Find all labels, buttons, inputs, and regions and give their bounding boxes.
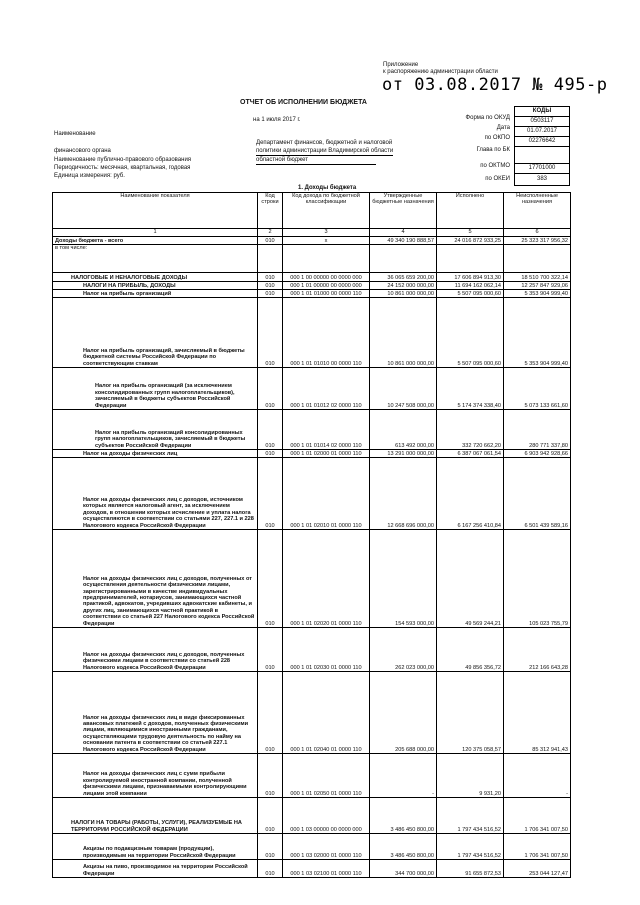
row-name: НАЛОГИ НА ПРИБЫЛЬ, ДОХОДЫ: [53, 282, 258, 290]
row-executed: 1 797 434 516,52: [437, 798, 504, 834]
row-unexecuted: -: [504, 754, 571, 798]
row-executed: 5 507 095 000,60: [437, 298, 504, 368]
row-line: 010: [258, 450, 283, 458]
row-name: Налог на доходы физических лиц с доходов, источником которых является налоговый агент, за исключением доходов, в отношении которых исчисление и уплата налога осуществляются в соответствии со статьями 227, 227.1 и 228 Налогового кодекса Российской Федерации: [53, 458, 258, 530]
row-name: Налог на прибыль организаций, зачисляемый в бюджеты бюджетной системы Российской Федерации по соответствующим ставкам: [53, 298, 258, 368]
row-name: Налог на прибыль организаций: [53, 290, 258, 298]
table-row: [53, 458, 571, 530]
row-name: НАЛОГИ НА ТОВАРЫ (РАБОТЫ, УСЛУГИ), РЕАЛИЗУЕМЫЕ НА ТЕРРИТОРИИ РОССИЙСКОЙ ФЕДЕРАЦИИ: [53, 798, 258, 834]
row-approved: 13 291 000 000,00: [370, 450, 437, 458]
row-name: Налог на доходы физических лиц: [53, 450, 258, 458]
row-code: 000 1 01 01012 02 0000 110: [283, 368, 370, 410]
bk-value: [515, 147, 569, 164]
row-code: 000 1 03 02100 01 0000 110: [283, 860, 370, 878]
row-line: 010: [258, 860, 283, 878]
row-executed: 24 016 872 933,25: [437, 237, 504, 245]
col-approved-header: Утвержденные бюджетные назначения: [370, 193, 437, 229]
row-code: 000 1 01 01010 00 0000 110: [283, 298, 370, 368]
row-unexecuted: 212 166 643,28: [504, 628, 571, 672]
appendix-note: [383, 62, 498, 76]
row-code: 000 1 01 02020 01 0000 110: [283, 530, 370, 628]
report-date: на 1 июля 2017 г.: [253, 117, 301, 123]
row-line: 010: [258, 410, 283, 450]
okpo-label: по ОКПО: [484, 135, 510, 141]
row-approved: 344 700 000,00: [370, 860, 437, 878]
row-line: 010: [258, 368, 283, 410]
row-unexecuted: 1 706 341 007,50: [504, 834, 571, 860]
row-code: x: [283, 237, 370, 245]
row-name: в том числе:: [53, 245, 258, 273]
section-title: 1. Доходы бюджета: [298, 185, 357, 191]
col-number-6: 6: [504, 229, 571, 237]
org-label-1: Наименование: [54, 131, 96, 137]
row-approved: 49 340 190 888,57: [370, 237, 437, 245]
row-executed: 120 375 058,57: [437, 672, 504, 754]
okud-value: 0503117: [515, 117, 569, 127]
row-unexecuted: 12 257 847 929,06: [504, 282, 571, 290]
row-line: 010: [258, 834, 283, 860]
row-name: Доходы бюджета - всего: [53, 237, 258, 245]
table-numbers-row: [53, 229, 571, 237]
revenue-table: [52, 192, 571, 878]
row-approved: 24 152 000 000,00: [370, 282, 437, 290]
row-code: 000 1 01 02050 01 0000 110: [283, 754, 370, 798]
order-number-stamp: от 03.08.2017 № 495-р: [382, 75, 608, 95]
date-label: Дата: [496, 125, 510, 131]
row-unexecuted: 105 023 755,79: [504, 530, 571, 628]
table-row: [53, 245, 571, 273]
col-executed-header: Исполнено: [437, 193, 504, 229]
row-line: 010: [258, 458, 283, 530]
row-name: Налог на доходы физических лиц в виде фиксированных авансовых платежей с доходов, полученных физическими лицами, являющимися иностранными гражданами, осуществляющими трудовую деятельность по найму на основании патента в соответствии со статьей 227.1 Налогового кодекса Российской Федерации: [53, 672, 258, 754]
row-executed: 17 606 894 913,30: [437, 273, 504, 282]
row-unexecuted: 5 353 904 999,40: [504, 290, 571, 298]
row-approved: 154 593 000,00: [370, 530, 437, 628]
col-number-5: 5: [437, 229, 504, 237]
row-code: 000 1 01 00000 00 0000 000: [283, 282, 370, 290]
row-name: Акцизы на пиво, производимое на территории Российской Федерации: [53, 860, 258, 878]
col-code-header: Код дохода по бюджетной классификации: [283, 193, 370, 229]
row-unexecuted: 85 312 941,43: [504, 672, 571, 754]
row-code: 000 1 01 02040 01 0000 110: [283, 672, 370, 754]
col-number-3: 3: [283, 229, 370, 237]
codes-box: [514, 106, 570, 186]
row-unexecuted: 25 323 317 956,32: [504, 237, 571, 245]
row-unexecuted: 18 510 700 322,14: [504, 273, 571, 282]
row-executed: 6 387 067 061,54: [437, 450, 504, 458]
row-code: 000 1 01 02010 01 0000 110: [283, 458, 370, 530]
okud-label: Форма по ОКУД: [465, 115, 510, 121]
row-executed: 5 507 095 000,60: [437, 290, 504, 298]
row-name: Налог на доходы физических лиц с доходов, полученных физическими лицами в соответствии со статьей 228 Налогового кодекса Российской Федерации: [53, 628, 258, 672]
org-value-2: политики администрации Владимирской области: [256, 148, 394, 154]
row-line: 010: [258, 237, 283, 245]
row-approved: [370, 245, 437, 273]
budget-value: областной бюджет: [256, 157, 376, 165]
row-line: 010: [258, 282, 283, 290]
okei-value: 383: [536, 176, 547, 182]
periodicity: Периодичность: месячная, квартальная, годовая: [54, 165, 191, 171]
table-header-row: [53, 193, 571, 229]
codes-header: КОДЫ: [515, 107, 569, 117]
row-approved: 262 023 000,00: [370, 628, 437, 672]
row-line: 010: [258, 298, 283, 368]
row-approved: 10 861 000 000,00: [370, 298, 437, 368]
bk-label: Глава по БК: [476, 147, 510, 153]
row-unexecuted: 253 044 127,47: [504, 860, 571, 878]
okei-label: по ОКЕИ: [485, 176, 510, 182]
row-executed: 5 174 374 338,40: [437, 368, 504, 410]
table-row: [53, 860, 571, 878]
oktmo-value: 17701000: [515, 164, 569, 174]
row-approved: 3 486 450 800,00: [370, 834, 437, 860]
org-label-2: финансового органа: [54, 148, 111, 154]
table-row: [53, 368, 571, 410]
table-row: [53, 628, 571, 672]
row-name: Налог на доходы физических лиц с сумм прибыли контролируемой иностранной компании, полученной физическими лицами, признаваемыми контролирующими лицами этой компании: [53, 754, 258, 798]
row-unexecuted: 5 353 904 999,40: [504, 298, 571, 368]
row-code: [283, 245, 370, 273]
row-approved: 12 668 696 000,00: [370, 458, 437, 530]
row-line: 010: [258, 672, 283, 754]
row-approved: 205 688 000,00: [370, 672, 437, 754]
row-approved: 613 492 000,00: [370, 410, 437, 450]
row-executed: 49 569 244,21: [437, 530, 504, 628]
row-line: 010: [258, 798, 283, 834]
table-row: [53, 410, 571, 450]
table-row: [53, 672, 571, 754]
row-line: 010: [258, 290, 283, 298]
row-unexecuted: 6 903 942 928,66: [504, 450, 571, 458]
row-executed: 6 167 256 410,84: [437, 458, 504, 530]
row-line: [258, 245, 283, 273]
row-line: 010: [258, 530, 283, 628]
row-approved: 10 861 000 000,00: [370, 290, 437, 298]
row-code: 000 1 01 02030 01 0000 110: [283, 628, 370, 672]
table-row: [53, 237, 571, 245]
table-row: [53, 298, 571, 368]
appendix-line-2: к распоряжению администрации области: [383, 69, 498, 75]
row-executed: 11 694 162 062,14: [437, 282, 504, 290]
row-unexecuted: 1 706 341 007,50: [504, 798, 571, 834]
row-executed: 332 720 662,20: [437, 410, 504, 450]
table-row: [53, 530, 571, 628]
col-number-4: 4: [370, 229, 437, 237]
row-line: 010: [258, 754, 283, 798]
col-number-2: 2: [258, 229, 283, 237]
row-code: 000 1 03 00000 00 0000 000: [283, 798, 370, 834]
unit: Единица измерения: руб.: [54, 173, 125, 179]
row-unexecuted: 6 501 439 589,16: [504, 458, 571, 530]
row-approved: 10 247 508 000,00: [370, 368, 437, 410]
row-code: 000 1 01 01000 00 0000 110: [283, 290, 370, 298]
document-title: ОТЧЕТ ОБ ИСПОЛНЕНИИ БЮДЖЕТА: [240, 99, 367, 106]
row-code: 000 1 00 00000 00 0000 000: [283, 273, 370, 282]
row-executed: 9 931,20: [437, 754, 504, 798]
row-executed: 91 655 872,53: [437, 860, 504, 878]
row-line: 010: [258, 628, 283, 672]
row-code: 000 1 01 02000 01 0000 110: [283, 450, 370, 458]
row-name: Налог на доходы физических лиц с доходов, полученных от осуществления деятельности физическими лицами, зарегистрированными в качестве индивидуальных предпринимателей, нотариусов, занимающихся частной практикой, адвокатов, учредивших адвокатские кабинеты, и других лиц, занимающихся частной практикой в соответствии со статьей 227 Налогового кодекса Российской Федерации: [53, 530, 258, 628]
table-row: [53, 834, 571, 860]
date-value: 01.07.2017: [515, 127, 569, 137]
row-approved: 36 065 659 200,00: [370, 273, 437, 282]
col-unexecuted-header: Неисполненные назначения: [504, 193, 571, 229]
col-number-1: 1: [53, 229, 258, 237]
appendix-line-1: Приложение: [383, 62, 419, 68]
table-row: [53, 273, 571, 282]
okpo-value: 02276642: [515, 137, 569, 147]
oktmo-label: по ОКТМО: [480, 163, 510, 169]
table-row: [53, 754, 571, 798]
row-line: 010: [258, 273, 283, 282]
col-line-header: Код строки: [258, 193, 283, 229]
row-name: Акцизы по подакцизным товарам (продукции), производимым на территории Российской Федерации: [53, 834, 258, 860]
table-row: [53, 798, 571, 834]
org-value-1: Департамент финансов, бюджетной и налоговой: [256, 140, 393, 146]
row-approved: 3 486 450 800,00: [370, 798, 437, 834]
row-approved: -: [370, 754, 437, 798]
row-code: 000 1 03 02000 01 0000 110: [283, 834, 370, 860]
row-name: Налог на прибыль организаций консолидированных групп налогоплательщиков, зачисляемый в бюджеты субъектов Российской Федерации: [53, 410, 258, 450]
budget-label: Наименование публично-правового образования: [54, 157, 192, 163]
row-executed: 1 797 434 516,52: [437, 834, 504, 860]
row-unexecuted: [504, 245, 571, 273]
table-row: [53, 450, 571, 458]
col-name-header: Наименование показателя: [53, 193, 258, 229]
row-name: Налог на прибыль организаций (за исключением консолидированных групп налогоплательщиков), зачисляемый в бюджеты субъектов Российской Федерации: [53, 368, 258, 410]
row-unexecuted: 280 771 337,80: [504, 410, 571, 450]
table-row: [53, 282, 571, 290]
row-executed: 49 856 356,72: [437, 628, 504, 672]
row-unexecuted: 5 073 133 661,60: [504, 368, 571, 410]
row-code: 000 1 01 01014 02 0000 110: [283, 410, 370, 450]
row-executed: [437, 245, 504, 273]
table-row: [53, 290, 571, 298]
row-name: НАЛОГОВЫЕ И НЕНАЛОГОВЫЕ ДОХОДЫ: [53, 273, 258, 282]
